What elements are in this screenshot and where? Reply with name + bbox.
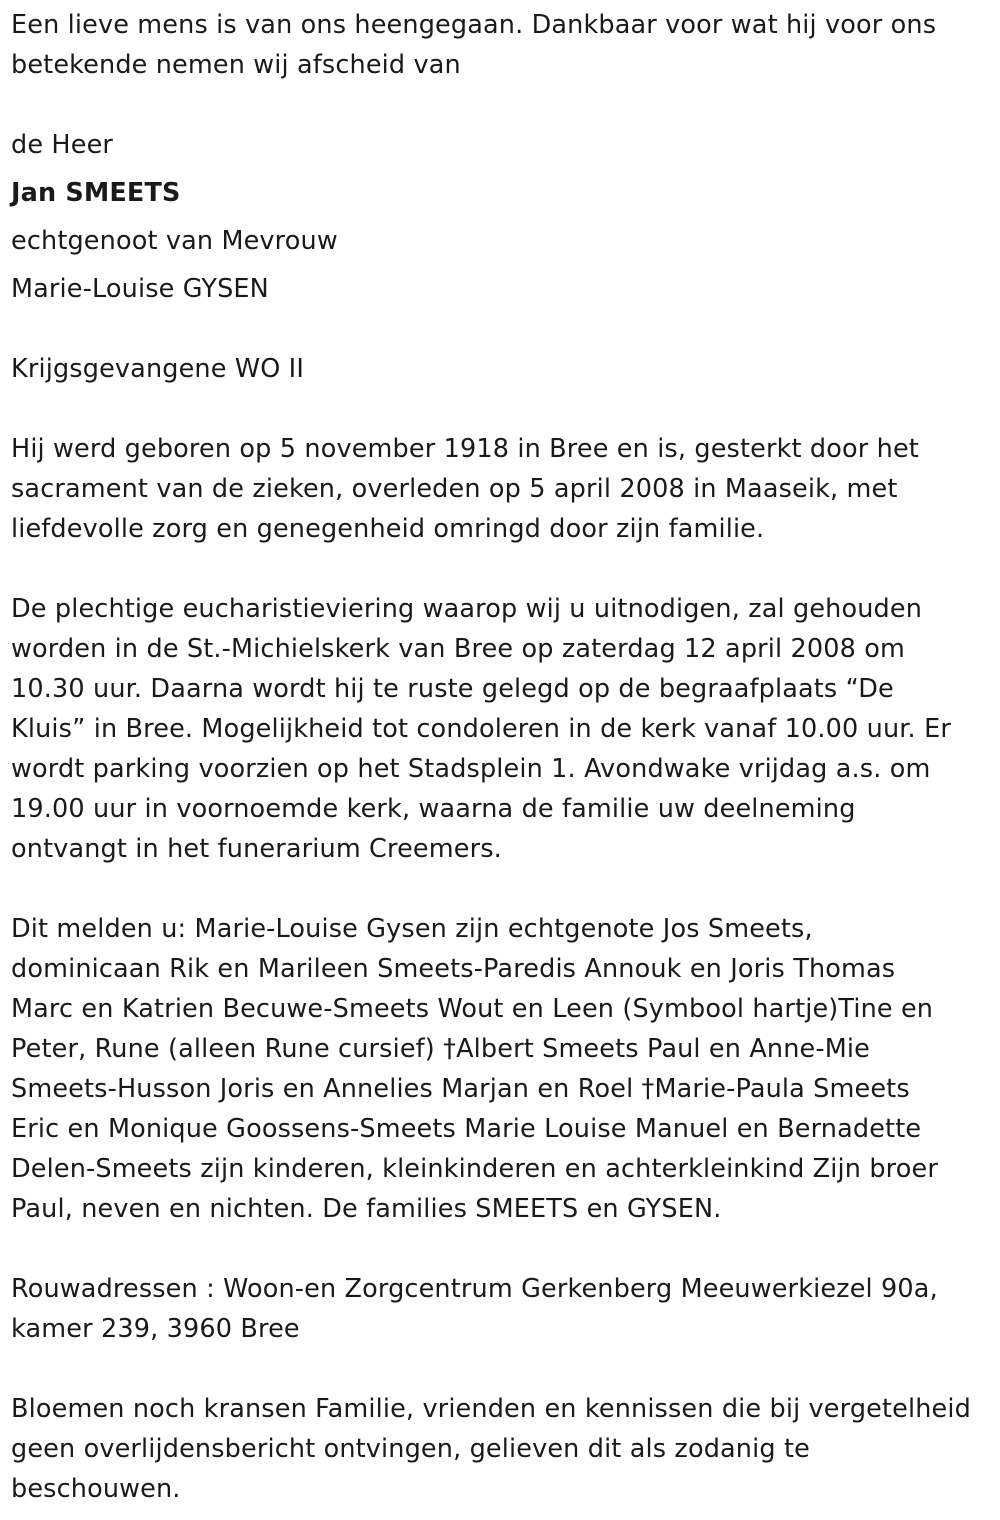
spacer — [11, 85, 996, 125]
family-line: Marc en Katrien Becuwe-Smeets Wout en Leen (Symbool hartje)Tine en — [11, 994, 934, 1024]
birth-death-line: sacrament van de zieken, overleden op 5 april 2008 in Maaseik, met — [11, 474, 898, 504]
family-line: dominicaan Rik en Marileen Smeets-Paredis Annouk en Joris Thomas — [11, 954, 896, 984]
family-line: Paul, neven en nichten. De families SMEETS en GYSEN. — [11, 1194, 722, 1224]
birth-death-paragraph — [11, 429, 996, 549]
family-line: Smeets-Husson Joris en Annelies Marjan en Roel †Marie-Paula Smeets — [11, 1074, 910, 1104]
intro-line: Een lieve mens is van ons heengegaan. Dankbaar voor wat hij voor ons — [11, 10, 937, 40]
ceremony-line: wordt parking voorzien op het Stadsplein 1. Avondwake vrijdag a.s. om — [11, 754, 931, 784]
ceremony-line: De plechtige eucharistieviering waarop wij u uitnodigen, zal gehouden — [11, 594, 923, 624]
family-paragraph — [11, 909, 996, 1229]
address-line: kamer 239, 3960 Bree — [11, 1314, 300, 1344]
spacer — [11, 549, 996, 589]
ceremony-line: Kluis” in Bree. Mogelijkheid tot condoleren in de kerk vanaf 10.00 uur. Er — [11, 714, 951, 744]
birth-death-line: liefdevolle zorg en genegenheid omringd door zijn familie. — [11, 514, 765, 544]
ceremony-paragraph — [11, 589, 996, 869]
spacer — [11, 1349, 996, 1389]
ceremony-line: 10.30 uur. Daarna wordt hij te ruste gelegd op de begraafplaats “De — [11, 674, 894, 704]
salutation: de Heer — [11, 130, 114, 160]
family-line: Eric en Monique Goossens-Smeets Marie Louise Manuel en Bernadette — [11, 1114, 922, 1144]
ceremony-line: 19.00 uur in voornoemde kerk, waarna de familie uw deelneming — [11, 794, 856, 824]
intro-line: betekende nemen wij afscheid van — [11, 50, 461, 80]
spouse-relation: echtgenoot van Mevrouw — [11, 226, 338, 256]
address-paragraph — [11, 1269, 996, 1349]
spacer — [11, 1229, 996, 1269]
family-line: Delen-Smeets zijn kinderen, kleinkinderen en achterkleinkind Zijn broer — [11, 1154, 938, 1184]
ceremony-line: worden in de St.-Michielskerk van Bree op zaterdag 12 april 2008 om — [11, 634, 906, 664]
birth-death-line: Hij werd geboren op 5 november 1918 in Bree en is, gesterkt door het — [11, 434, 919, 464]
closing-line: beschouwen. — [11, 1474, 181, 1504]
closing-line: Bloemen noch kransen Familie, vrienden en kennissen die bij vergetelheid — [11, 1394, 971, 1424]
obituary-document — [11, 5, 996, 1509]
deceased-name: Jan SMEETS — [11, 178, 181, 208]
spacer — [11, 309, 996, 349]
intro-paragraph — [11, 5, 996, 85]
family-line: Peter, Rune (alleen Rune cursief) †Albert Smeets Paul en Anne-Mie — [11, 1034, 870, 1064]
spacer — [11, 389, 996, 429]
spacer — [11, 869, 996, 909]
note-line: Krijgsgevangene WO II — [11, 354, 305, 384]
closing-line: geen overlijdensbericht ontvingen, gelieven dit als zodanig te — [11, 1434, 810, 1464]
closing-paragraph — [11, 1389, 996, 1509]
ceremony-line: ontvangt in het funerarium Creemers. — [11, 834, 502, 864]
spouse-name: Marie-Louise GYSEN — [11, 274, 269, 304]
family-line: Dit melden u: Marie-Louise Gysen zijn echtgenote Jos Smeets, — [11, 914, 813, 944]
address-line: Rouwadressen : Woon-en Zorgcentrum Gerkenberg Meeuwerkiezel 90a, — [11, 1274, 938, 1304]
